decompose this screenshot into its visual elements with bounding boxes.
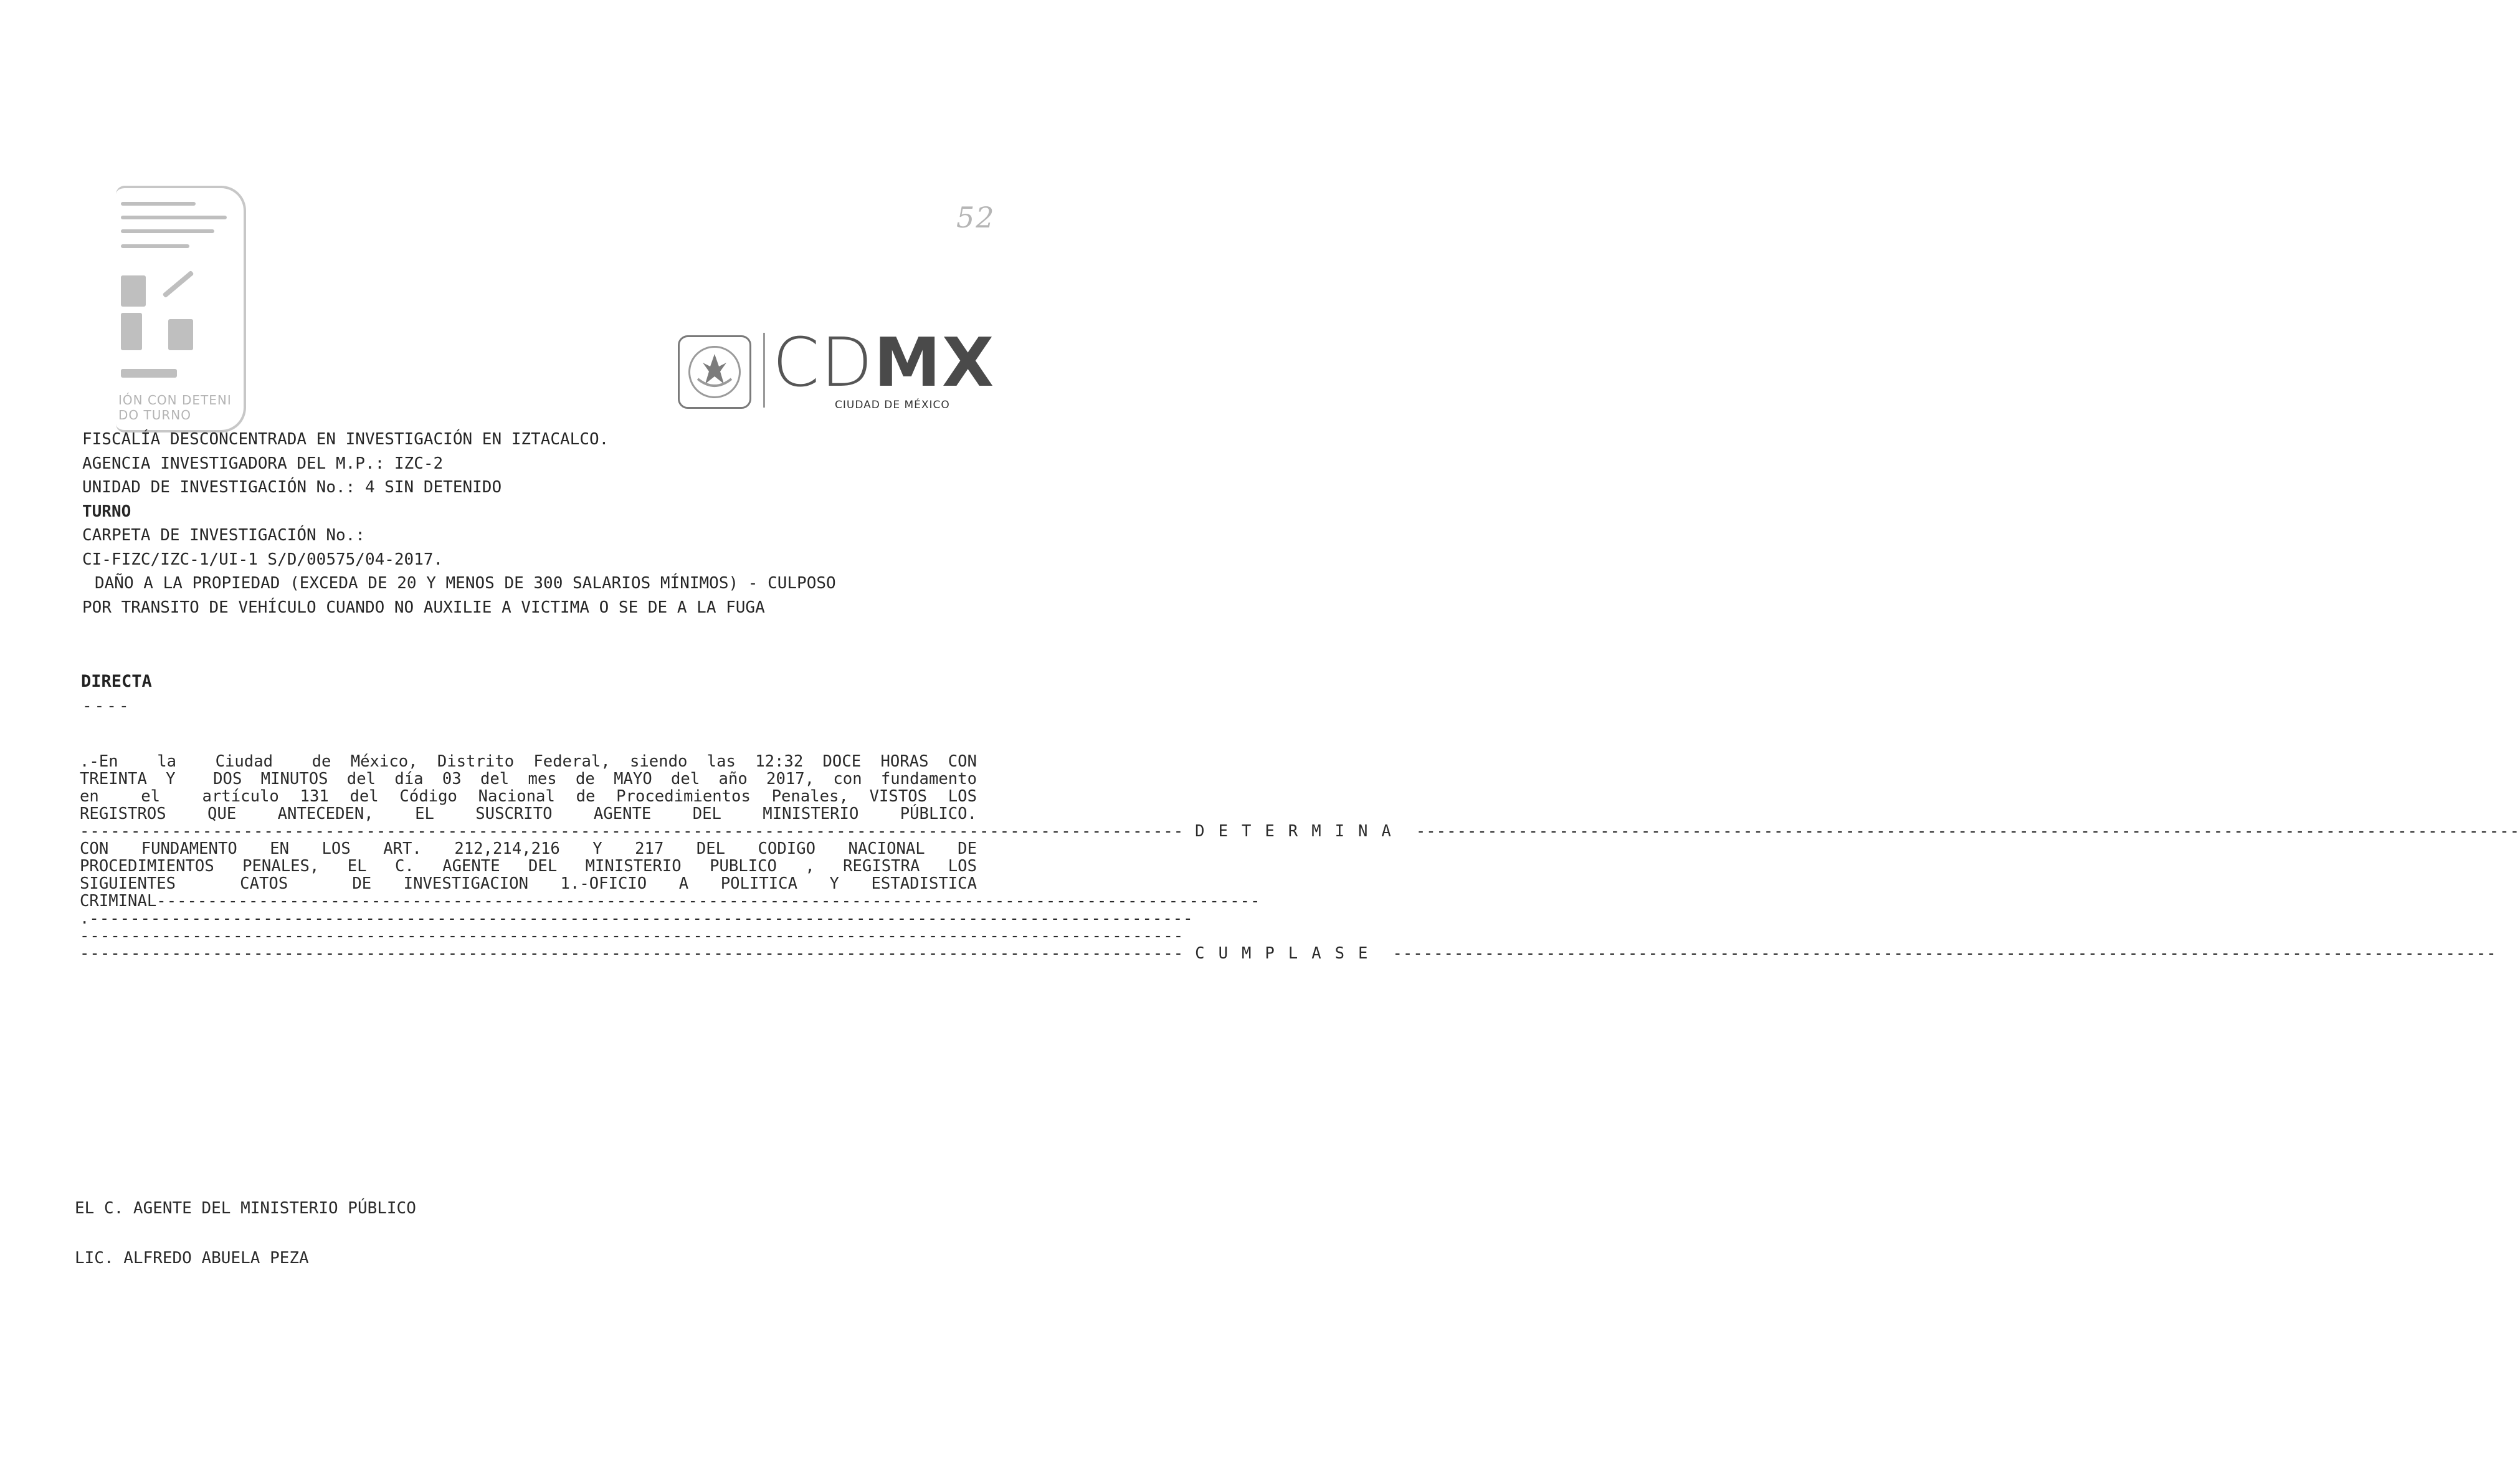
body-line: PROCEDIMIENTOS PENALES, EL C. AGENTE DEL MINISTERIO PUBLICO , REGISTRA LOS bbox=[80, 857, 977, 876]
criminal-row: CRIMINAL ------------------------------------------------------------------------------------------------------------ bbox=[80, 892, 1261, 910]
directa-underline: ---- bbox=[82, 697, 131, 715]
header-line: CARPETA DE INVESTIGACIÓN No.: bbox=[82, 526, 365, 545]
offense-line: POR TRANSITO DE VEHÍCULO CUANDO NO AUXILIE A VICTIMA O SE DE A LA FUGA bbox=[82, 598, 765, 617]
determina-label: DETERMINA bbox=[1195, 822, 1405, 841]
body-line: TREINTA Y DOS MINUTOS del día 03 del mes de MAYO del año 2017, con fundamento bbox=[80, 770, 977, 788]
cumplase-row: ------------------------------------------------------------------------------------------------------------ CUMPLASE ------------------------------------------------------------------------------------------------------------ bbox=[80, 944, 2497, 963]
body-line: REGISTROS QUE ANTECEDEN, EL SUSCRITO AGENTE DEL MINISTERIO PÚBLICO. bbox=[80, 805, 977, 823]
offense-line: DAÑO A LA PROPIEDAD (EXCEDA DE 20 Y MENOS DE 300 SALARIOS MÍNIMOS) - CULPOSO bbox=[95, 574, 836, 593]
page-number: 52 bbox=[956, 201, 996, 234]
case-number: CI-FIZC/IZC-1/UI-1 S/D/00575/04-2017. bbox=[82, 550, 444, 569]
header-line: TURNO bbox=[82, 502, 131, 521]
body-line: CON FUNDAMENTO EN LOS ART. 212,214,216 Y 217 DEL CODIGO NACIONAL DE bbox=[80, 839, 977, 858]
body-line: en el artículo 131 del Código Nacional de Procedimientos Penales, VISTOS LOS bbox=[80, 787, 977, 806]
body-line: .-En la Ciudad de México, Distrito Federal, siendo las 12:32 DOCE HORAS CON bbox=[80, 752, 977, 771]
body-line: CRIMINAL bbox=[80, 892, 157, 910]
cumplase-label: CUMPLASE bbox=[1195, 944, 1382, 963]
cdmx-logo bbox=[678, 324, 1008, 413]
signature-title: EL C. AGENTE DEL MINISTERIO PÚBLICO bbox=[75, 1199, 416, 1218]
case-header bbox=[82, 428, 986, 619]
official-stamp bbox=[116, 186, 246, 432]
header-line: AGENCIA INVESTIGADORA DEL M.P.: IZC-2 bbox=[82, 454, 444, 473]
header-line: FISCALÍA DESCONCENTRADA EN INVESTIGACIÓN EN IZTACALCO. bbox=[82, 430, 609, 449]
logo-subtitle: CIUDAD DE MÉXICO bbox=[835, 399, 950, 411]
dash-row: . ------------------------------------------------------------------------------------------------------------ bbox=[80, 909, 1194, 928]
header-line: UNIDAD DE INVESTIGACIÓN No.: 4 SIN DETENIDO bbox=[82, 478, 502, 497]
dash-row: ------------------------------------------------------------------------------------------------------------ bbox=[80, 927, 1184, 945]
determination-body bbox=[80, 752, 2520, 963]
stamp-text: IÓN CON DETENI DO TURNO bbox=[118, 393, 232, 423]
body-line: SIGUIENTES CATOS DE INVESTIGACION 1.-OFICIO A POLITICA Y ESTADISTICA bbox=[80, 874, 977, 893]
signature-name: LIC. ALFREDO ABUELA PEZA bbox=[75, 1249, 309, 1268]
determina-row: ------------------------------------------------------------------------------------------------------------ DETERMINA ------------------------------------------------------------------------------------------------------------ bbox=[80, 822, 2520, 841]
logo-wordmark: CDMX bbox=[773, 324, 996, 402]
directa-label: DIRECTA bbox=[81, 672, 152, 691]
angel-emblem-icon bbox=[678, 335, 751, 409]
